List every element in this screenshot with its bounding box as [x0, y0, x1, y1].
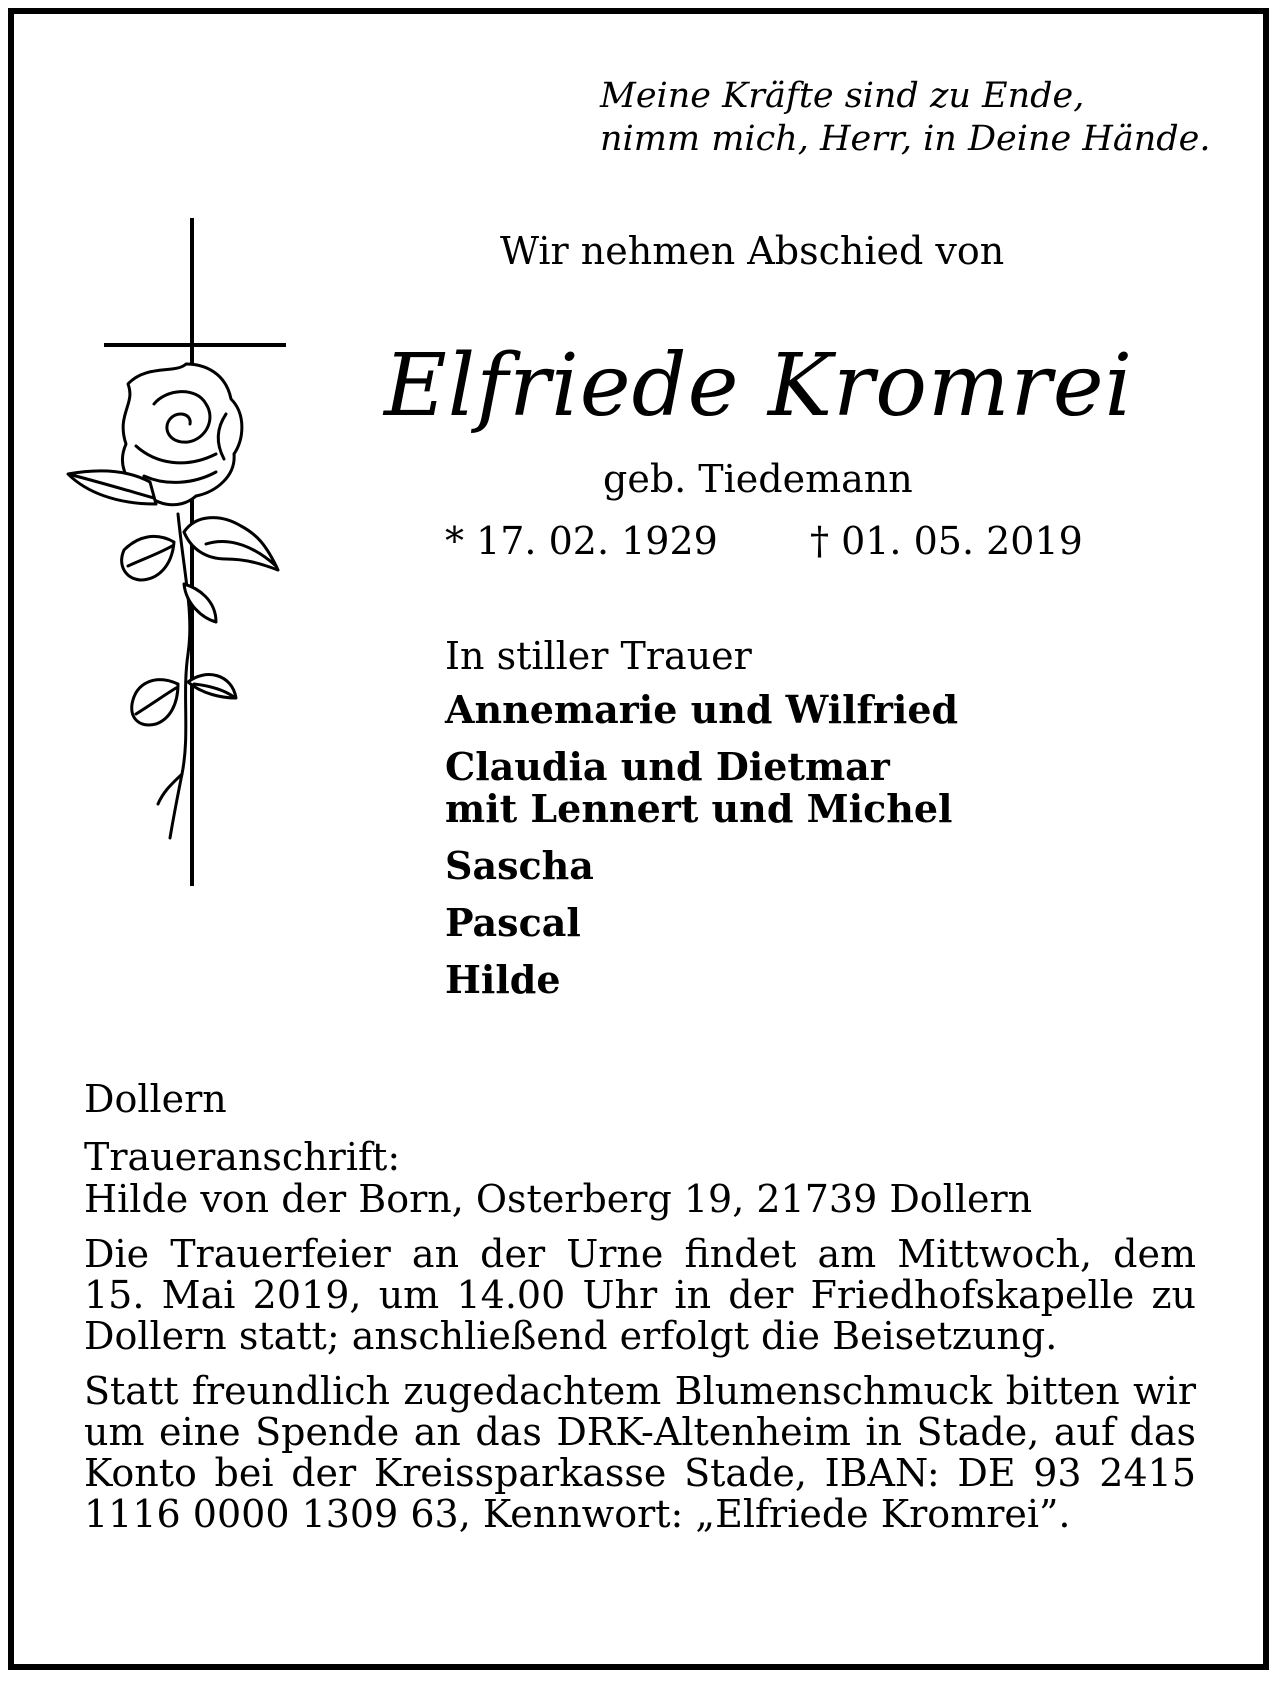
mourner-group: [445, 746, 958, 830]
address-value: Hilde von der Born, Osterberg 19, 21739 Dollern: [84, 1177, 1033, 1221]
notice-details: [84, 1078, 1196, 1549]
farewell-intro: Wir nehmen Abschied von: [500, 229, 1005, 273]
mourner-line: Annemarie und Wilfried: [445, 687, 959, 732]
motto-verse: [600, 75, 1211, 161]
maiden-name: geb. Tiedemann: [603, 457, 913, 501]
deceased-name: Elfriede Kromrei: [384, 336, 1134, 436]
mourner-group: [445, 902, 958, 944]
birth-date: * 17. 02. 1929: [445, 519, 718, 563]
mourner-group: [445, 959, 958, 1001]
mourner-line: mit Lennert und Michel: [445, 786, 953, 831]
place-name: Dollern: [84, 1077, 227, 1121]
mourner-group: [445, 689, 958, 731]
mourning-address: [84, 1136, 1196, 1220]
rose-icon: [68, 364, 278, 838]
address-label: Traueranschrift:: [84, 1135, 401, 1179]
death-date: † 01. 05. 2019: [810, 519, 1083, 563]
mourning-lead: In stiller Trauer: [445, 634, 752, 678]
cross-rose-illustration: [66, 214, 306, 894]
mourner-line: Sascha: [445, 843, 594, 888]
mourner-line: Hilde: [445, 957, 561, 1002]
mourner-group: [445, 845, 958, 887]
mourners-list: [445, 633, 958, 1016]
motto-line-1: Meine Kräfte sind zu Ende,: [600, 76, 1085, 116]
mourner-line: Claudia und Dietmar: [445, 744, 890, 789]
ceremony-text: Die Trauerfeier an der Urne findet am Mittwoch, dem 15. Mai 2019, um 14.00 Uhr in der Friedhofskapelle zu Dollern statt; anschließend erfolgt die Beisetzung.: [84, 1232, 1196, 1358]
donation-text: Statt freundlich zugedachtem Blumenschmuck bitten wir um eine Spende an das DRK-Altenheim in Stade, auf das Konto bei der Kreissparkasse Stade, IBAN: DE 93 2415 1116 0000 1309 63, Kennwort: „Elfriede Kromrei”.: [84, 1369, 1196, 1536]
mourner-line: Pascal: [445, 900, 581, 945]
motto-line-2: nimm mich, Herr, in Deine Hände.: [600, 119, 1211, 159]
